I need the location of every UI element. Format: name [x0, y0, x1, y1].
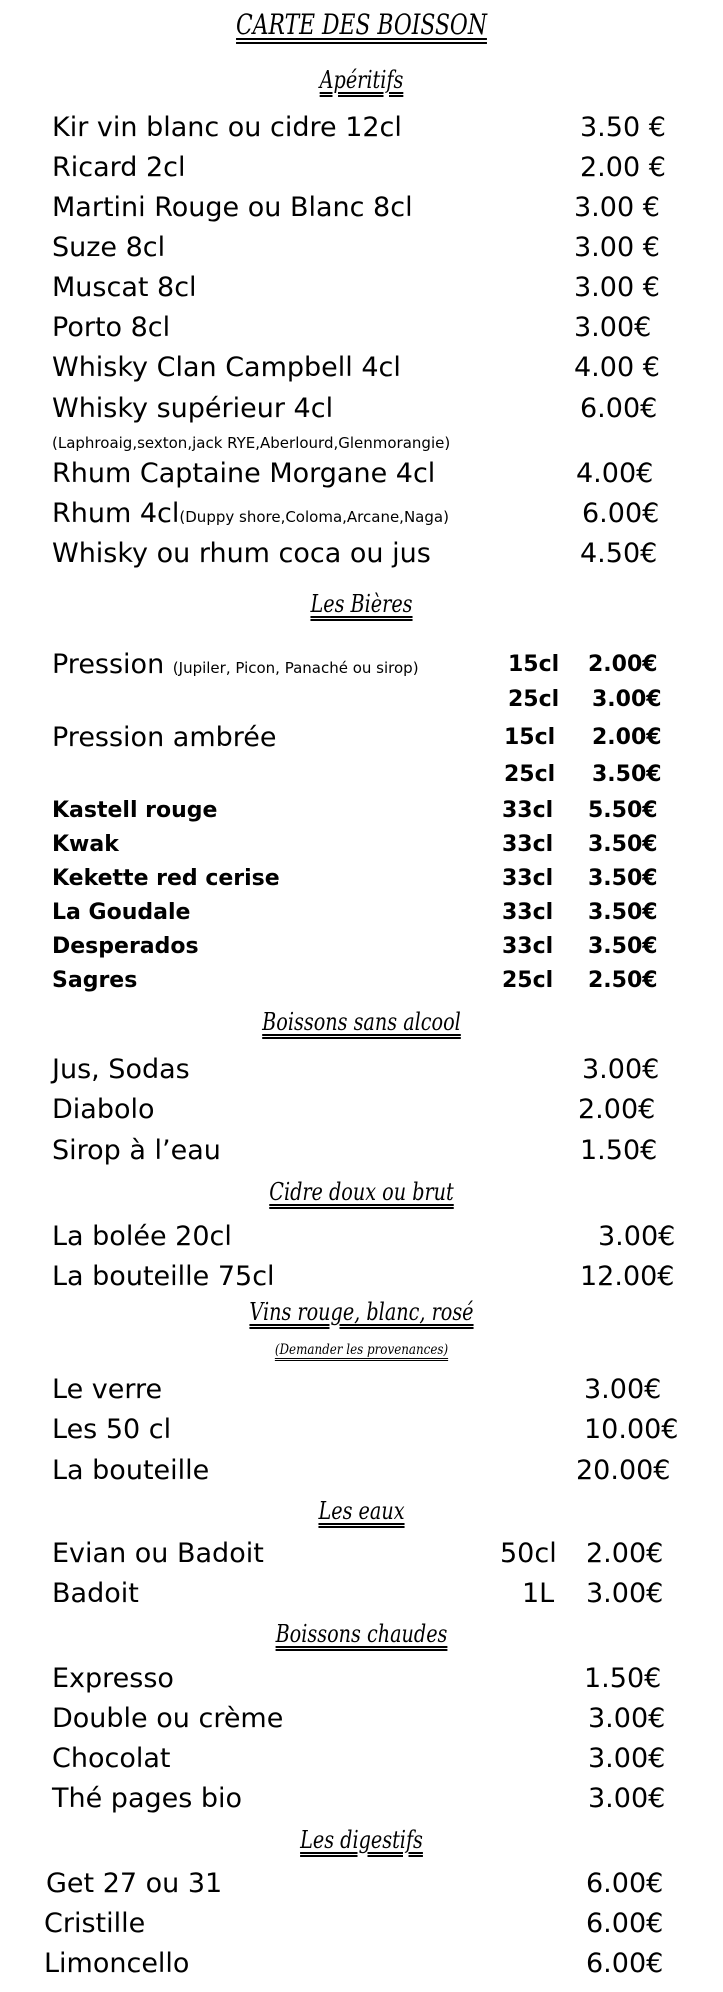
menu-item [0, 190, 723, 226]
menu-item [0, 963, 723, 999]
item-name: Whisky ou rhum coca ou jus [52, 538, 431, 569]
item-name: La Goudale [52, 900, 191, 925]
item-price: 3.00 € [574, 192, 660, 223]
item-name-text: Pression [52, 649, 165, 680]
item-price: 6.00€ [586, 1908, 664, 1939]
item-note: (Jupiler, Picon, Panaché ou sirop) [172, 659, 419, 677]
menu-item [0, 1372, 723, 1408]
item-price: 3.50 € [580, 112, 666, 143]
item-price: 2.00€ [578, 1094, 656, 1125]
item-name: Cristille [44, 1908, 146, 1939]
item-price: 3.00€ [588, 1743, 666, 1774]
item-price: 3.00 € [574, 232, 660, 263]
item-name-text: Rhum 4cl [52, 498, 180, 529]
item-name: Get 27 ou 31 [46, 1868, 223, 1899]
item-name: La bouteille 75cl [52, 1261, 275, 1292]
item-price: 4.50€ [580, 538, 658, 569]
item-quantity: 33cl [502, 866, 554, 891]
menu-item [0, 1866, 723, 1902]
item-price: 3.50€ [588, 900, 658, 925]
menu-item [0, 1741, 723, 1777]
item-price: 3.00€ [574, 312, 652, 343]
item-note: (Laphroaig,sexton,jack RYE,Aberlourd,Glenmorangie) [52, 434, 451, 452]
item-price: 3.00 € [574, 272, 660, 303]
menu-item [0, 496, 723, 532]
item-name: Jus, Sodas [52, 1054, 190, 1085]
item-name [52, 496, 449, 535]
menu-item [0, 110, 723, 146]
menu-item [0, 895, 723, 931]
item-price: 3.00€ [586, 1578, 664, 1609]
menu-item [0, 1453, 723, 1489]
item-quantity: 50cl [500, 1538, 557, 1569]
item-name: Double ou crème [52, 1703, 284, 1734]
menu-item [0, 270, 723, 306]
menu-item [0, 150, 723, 186]
item-price: 12.00€ [580, 1261, 675, 1292]
item-quantity: 33cl [502, 900, 554, 925]
item-name: Sagres [52, 968, 138, 993]
section-heading-bieres: Les Bières [310, 590, 413, 618]
item-quantity: 15cl [504, 725, 556, 750]
menu-item [0, 1906, 723, 1942]
item-quantity: 25cl [502, 968, 554, 993]
item-price: 6.00€ [582, 498, 660, 529]
item-name: Whisky Clan Campbell 4cl [52, 352, 401, 383]
menu-item [0, 1412, 723, 1448]
item-name: Whisky supérieur 4cl [52, 393, 334, 424]
menu-item [0, 720, 723, 756]
menu-item [0, 350, 723, 386]
menu-item [0, 1701, 723, 1737]
section-heading-aperitifs: Apéritifs [319, 66, 404, 94]
menu-item [0, 310, 723, 346]
item-name: Kwak [52, 832, 119, 857]
item-price: 6.00€ [586, 1948, 664, 1979]
section-heading-eaux: Les eaux [318, 1497, 405, 1525]
item-price: 3.00€ [584, 1374, 662, 1405]
item-name: Kekette red cerise [52, 866, 280, 891]
item-quantity: 25cl [508, 687, 560, 712]
menu-item [0, 682, 723, 718]
item-price: 2.00€ [592, 725, 662, 750]
item-price: 1.50€ [580, 1135, 658, 1166]
item-price: 3.00€ [582, 1054, 660, 1085]
item-name: Kir vin blanc ou cidre 12cl [52, 112, 402, 143]
item-name: La bouteille [52, 1455, 210, 1486]
menu-item [0, 1052, 723, 1088]
item-name: Le verre [52, 1374, 163, 1405]
item-quantity: 33cl [502, 934, 554, 959]
menu-item [0, 1259, 723, 1295]
item-name: Suze 8cl [52, 232, 166, 263]
item-name: La bolée 20cl [52, 1221, 232, 1252]
section-heading-vins: Vins rouge, blanc, rosé [249, 1298, 474, 1326]
item-price: 4.00 € [574, 352, 660, 383]
item-name: Expresso [52, 1663, 174, 1694]
item-quantity: 25cl [504, 762, 556, 787]
section-subheading-vins: (Demander les provenances) [274, 1342, 449, 1358]
item-price: 3.50€ [588, 832, 658, 857]
menu-item [0, 757, 723, 793]
menu-item [0, 456, 723, 492]
item-price: 2.50€ [588, 968, 658, 993]
item-price: 10.00€ [584, 1414, 679, 1445]
menu-item [0, 929, 723, 965]
item-price: 5.50€ [588, 798, 658, 823]
item-quantity: 33cl [502, 798, 554, 823]
item-quantity: 33cl [502, 832, 554, 857]
item-note: (Duppy shore,Coloma,Arcane,Naga) [179, 508, 449, 526]
item-name: Pression ambrée [52, 722, 277, 753]
item-name [52, 647, 419, 686]
item-price: 4.00€ [576, 458, 654, 489]
item-name: Evian ou Badoit [52, 1538, 264, 1569]
item-name: Martini Rouge ou Blanc 8cl [52, 192, 413, 223]
item-price: 3.00€ [592, 687, 662, 712]
item-name: Les 50 cl [52, 1414, 172, 1445]
item-price: 3.50€ [592, 762, 662, 787]
section-heading-cidre: Cidre doux ou brut [269, 1178, 454, 1206]
item-name: Ricard 2cl [52, 152, 186, 183]
item-price: 3.50€ [588, 934, 658, 959]
item-price: 3.00€ [588, 1783, 666, 1814]
item-name: Diabolo [52, 1094, 155, 1125]
menu-item [0, 1576, 723, 1612]
item-price: 20.00€ [576, 1455, 671, 1486]
section-heading-chaudes: Boissons chaudes [275, 1620, 448, 1648]
menu-item [0, 230, 723, 266]
item-price: 6.00€ [580, 393, 658, 424]
item-price: 2.00 € [580, 152, 666, 183]
item-quantity: 1L [522, 1578, 555, 1609]
section-heading-digestifs: Les digestifs [300, 1826, 423, 1854]
menu-item [0, 1092, 723, 1128]
item-price: 3.00€ [598, 1221, 676, 1252]
item-name: Kastell rouge [52, 798, 218, 823]
menu-item [0, 1133, 723, 1169]
item-name: Rhum Captaine Morgane 4cl [52, 458, 436, 489]
menu-item [0, 1661, 723, 1697]
item-name: Sirop à l’eau [52, 1135, 221, 1166]
item-price: 1.50€ [584, 1663, 662, 1694]
item-name: Badoit [52, 1578, 139, 1609]
item-name: Limoncello [44, 1948, 190, 1979]
item-quantity: 15cl [508, 652, 560, 677]
item-price: 2.00€ [588, 652, 658, 677]
menu-item [0, 1781, 723, 1817]
item-name: Desperados [52, 934, 199, 959]
menu-item [0, 1536, 723, 1572]
menu-item [0, 1946, 723, 1982]
menu-item [0, 1219, 723, 1255]
menu-item [0, 861, 723, 897]
item-price: 3.50€ [588, 866, 658, 891]
item-name: Porto 8cl [52, 312, 171, 343]
item-name: Muscat 8cl [52, 272, 197, 303]
menu-item [0, 647, 723, 683]
item-price: 2.00€ [586, 1538, 664, 1569]
menu-title: CARTE DES BOISSON [236, 8, 487, 41]
menu-item [0, 793, 723, 829]
item-name: Thé pages bio [52, 1783, 243, 1814]
item-name: Chocolat [52, 1743, 171, 1774]
section-heading-sans-alcool: Boissons sans alcool [262, 1008, 461, 1036]
item-price: 3.00€ [588, 1703, 666, 1734]
menu-item [0, 827, 723, 863]
menu-item [0, 391, 723, 427]
item-price: 6.00€ [586, 1868, 664, 1899]
menu-item [0, 536, 723, 572]
